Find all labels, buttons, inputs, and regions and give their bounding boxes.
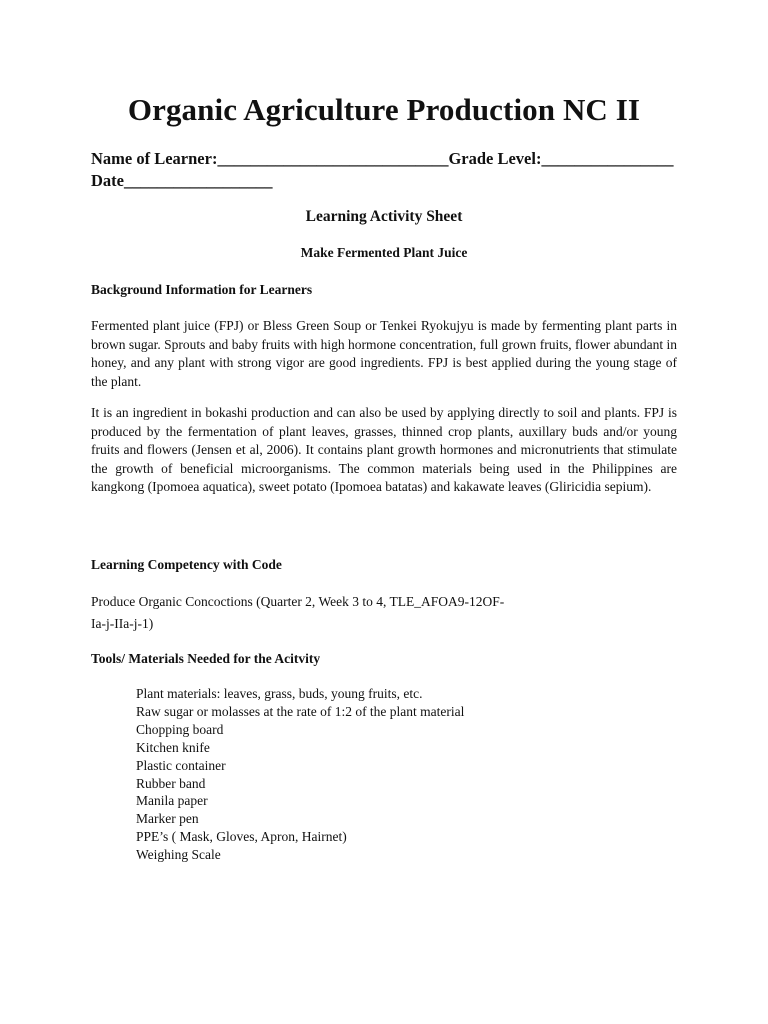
background-heading: Background Information for Learners bbox=[91, 282, 313, 297]
list-item: Plant materials: leaves, grass, buds, young fruits, etc. bbox=[136, 686, 423, 701]
sheet-title: Learning Activity Sheet bbox=[305, 208, 463, 225]
competency-heading: Learning Competency with Code bbox=[91, 557, 282, 572]
list-item: Chopping board bbox=[136, 721, 224, 737]
learner-info-line: Name of Learner:____________________________Grade Level:________________ bbox=[91, 149, 674, 168]
list-item: Marker pen bbox=[136, 811, 199, 827]
background-paragraph-2: It is an ingredient in bokashi production and can also be used by applying directly to soil and plants. FPJ is produced by the fermentation of plant leaves, grasses, thinned crop plants, auxillary buds and/or young fruits and flowers (Jensen et al, 2006). It contains plant growth hormones and micronutrients that stimulate the growth of beneficial microorganisms. The common materials being used in the Philippines are kangkong (Ipomoea aquatica), sweet potato (Ipomoea batatas) and kakawate leaves (Gliricidia sepium). bbox=[91, 405, 677, 495]
list-item: Manila paper bbox=[136, 793, 208, 809]
document-title: Organic Agriculture Production NC II bbox=[127, 92, 641, 127]
sheet-subtitle: Make Fermented Plant Juice bbox=[300, 245, 468, 260]
list-item: Kitchen knife bbox=[136, 739, 210, 755]
date-line: Date__________________ bbox=[91, 171, 273, 190]
background-paragraph-1: Fermented plant juice (FPJ) or Bless Green Soup or Tenkei Ryokujyu is made by fermenting plant parts in brown sugar. Sprouts and baby fruits with high hormone concentration, full grown fruits, flower abundant in honey, and any plant with strong vigor are good ingredients. FPJ is best applied during the young stage of the plant. bbox=[91, 318, 677, 389]
materials-list bbox=[136, 685, 464, 864]
competency-line-2: Ia-j-IIa-j-1) bbox=[91, 616, 154, 631]
tools-heading: Tools/ Materials Needed for the Acitvity bbox=[91, 651, 321, 666]
list-item: Weighing Scale bbox=[136, 847, 221, 863]
list-item: Plastic container bbox=[136, 757, 226, 773]
list-item: Rubber band bbox=[136, 775, 206, 791]
list-item: Raw sugar or molasses at the rate of 1:2 of the plant material bbox=[136, 703, 465, 719]
list-item: PPE’s ( Mask, Gloves, Apron, Hairnet) bbox=[136, 829, 347, 845]
competency-line-1: Produce Organic Concoctions (Quarter 2, Week 3 to 4, TLE_AFOA9-12OF- bbox=[91, 594, 505, 609]
